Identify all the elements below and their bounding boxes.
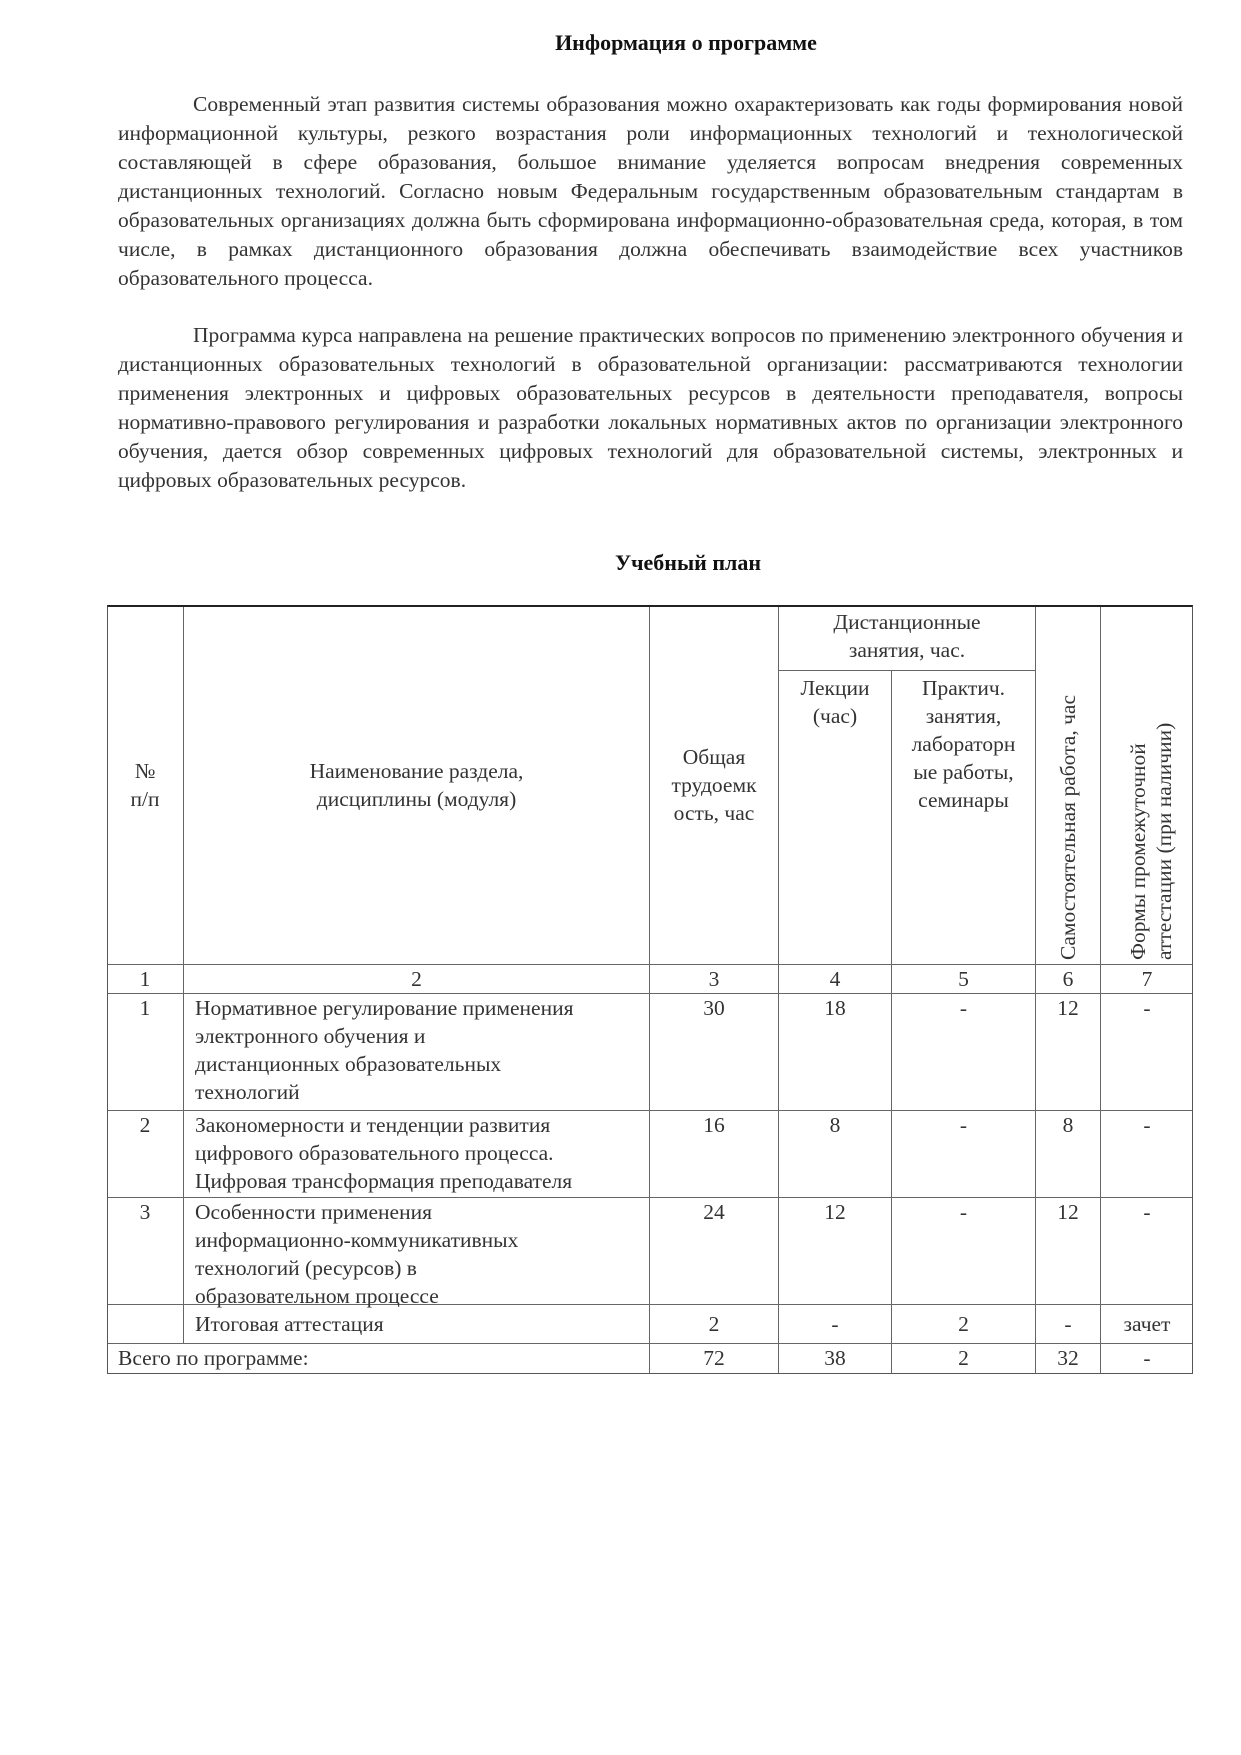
row-name-line: Цифровая трансформация преподавателя xyxy=(195,1169,573,1193)
header-num-line2: п/п xyxy=(130,786,160,811)
col-number: 1 xyxy=(107,965,184,994)
row-attestation: - xyxy=(1101,994,1193,1111)
header-num-line1: № xyxy=(134,758,156,783)
row-name-line: информационно-коммуникативных xyxy=(195,1228,519,1252)
program-paragraph: Программа курса направлена на решение практических вопросов по применению электронного обучения и дистанционных образовательных технологий в образовательной организации: рассматриваются технологии применения электронных и цифровых образовательных ресурсов в деятельности преподавателя, вопросы нормативно-правового регулирования и разработки локальных нормативных актов по организации электронного обучения, дается обзор современных цифровых технологий для образовательной системы, электронных и цифровых образовательных ресурсов. xyxy=(118,323,1183,492)
total-lectures: 38 xyxy=(779,1344,892,1374)
row-name-line: Особенности применения xyxy=(195,1200,432,1224)
header-name-line2: дисциплины (модуля) xyxy=(316,786,517,811)
col-number: 5 xyxy=(892,965,1036,994)
row-self: 8 xyxy=(1036,1111,1101,1198)
row-name xyxy=(184,1111,650,1198)
row-num: 2 xyxy=(107,1111,184,1198)
row-practice: 2 xyxy=(892,1305,1036,1344)
header-distance-line1: Дистанционные xyxy=(833,610,981,634)
row-name-line: образовательном процессе xyxy=(195,1284,439,1308)
col-number: 4 xyxy=(779,965,892,994)
row-name xyxy=(184,1198,650,1308)
header-distance xyxy=(779,605,1036,671)
header-name xyxy=(184,605,650,965)
row-num: 1 xyxy=(107,994,184,1111)
header-practice-line4: ые работы, xyxy=(913,760,1014,784)
row-name-line: электронного обучения и xyxy=(195,1024,426,1048)
col-number: 6 xyxy=(1036,965,1101,994)
row-total: 24 xyxy=(650,1198,779,1305)
row-total: 16 xyxy=(650,1111,779,1198)
row-name-line: дистанционных образовательных xyxy=(195,1052,502,1076)
row-attestation: - xyxy=(1101,1111,1193,1198)
header-name-line1: Наименование раздела, xyxy=(309,758,524,783)
header-self-work xyxy=(1036,605,1101,965)
row-name xyxy=(184,1305,650,1344)
row-total: 2 xyxy=(650,1305,779,1344)
row-attestation: зачет xyxy=(1101,1305,1193,1344)
header-attestation-line1: Формы промежуточной xyxy=(1126,743,1150,960)
header-attestation-text xyxy=(1125,723,1177,960)
curriculum-table xyxy=(107,605,1193,1374)
row-num: 3 xyxy=(107,1198,184,1305)
header-attestation-line2: аттестации (при наличии) xyxy=(1152,722,1176,960)
row-name-line: Нормативное регулирование применения xyxy=(195,996,574,1020)
total-practice: 2 xyxy=(892,1344,1036,1374)
page-title: Информация о программе xyxy=(555,30,817,55)
row-num xyxy=(107,1305,184,1344)
total-self: 32 xyxy=(1036,1344,1101,1374)
row-name-line: Закономерности и тенденции развития xyxy=(195,1113,551,1137)
header-total xyxy=(650,605,779,965)
row-attestation: - xyxy=(1101,1198,1193,1305)
header-total-line1: Общая xyxy=(682,744,746,769)
row-practice: - xyxy=(892,994,1036,1111)
row-lectures: 12 xyxy=(779,1198,892,1305)
row-name-line: технологий xyxy=(195,1080,300,1104)
header-self-work-text: Самостоятельная работа, час xyxy=(1056,695,1080,960)
col-number: 2 xyxy=(184,965,650,994)
row-self: - xyxy=(1036,1305,1101,1344)
header-distance-line2: занятия, час. xyxy=(848,638,966,662)
col-number: 3 xyxy=(650,965,779,994)
col-number: 7 xyxy=(1101,965,1193,994)
row-practice: - xyxy=(892,1198,1036,1305)
header-total-line3: ость, час xyxy=(673,800,755,825)
header-num xyxy=(107,605,184,965)
header-practice-line2: занятия, xyxy=(925,704,1002,728)
row-practice: - xyxy=(892,1111,1036,1198)
total-hours: 72 xyxy=(650,1344,779,1374)
header-practice xyxy=(892,671,1036,965)
header-practice-line1: Практич. xyxy=(921,676,1006,700)
header-attestation xyxy=(1101,605,1193,965)
total-label: Всего по программе: xyxy=(107,1344,650,1374)
header-lectures xyxy=(779,671,892,965)
row-name-line: цифрового образовательного процесса. xyxy=(195,1141,554,1165)
row-self: 12 xyxy=(1036,1198,1101,1305)
intro-paragraph: Современный этап развития системы образования можно охарактеризовать как годы формирования новой информационной культуры, резкого возрастания роли информационных технологий и технологической составляющей в сфере образования, большое внимание уделяется вопросам внедрения современных дистанционных технологий. Согласно новым Федеральным государственным образовательным стандартам в образовательных организациях должна быть сформирована информационно-образовательная среда, которая, в том числе, в рамках дистанционного образования должна обеспечивать взаимодействие всех участников образовательного процесса. xyxy=(118,92,1183,290)
row-lectures: 8 xyxy=(779,1111,892,1198)
row-lectures: - xyxy=(779,1305,892,1344)
header-total-line2: трудоемк xyxy=(671,772,757,797)
header-practice-line5: семинары xyxy=(918,788,1009,812)
header-lectures-line1: Лекции xyxy=(800,676,870,700)
row-lectures: 18 xyxy=(779,994,892,1111)
row-name-line: Итоговая аттестация xyxy=(195,1312,384,1336)
header-lectures-line2: (час) xyxy=(812,704,858,728)
row-self: 12 xyxy=(1036,994,1101,1111)
row-total: 30 xyxy=(650,994,779,1111)
total-attestation: - xyxy=(1143,1346,1151,1370)
row-name-line: технологий (ресурсов) в xyxy=(195,1256,417,1280)
header-practice-line3: лабораторн xyxy=(911,732,1016,756)
row-name xyxy=(184,994,650,1111)
plan-title: Учебный план xyxy=(614,550,762,575)
